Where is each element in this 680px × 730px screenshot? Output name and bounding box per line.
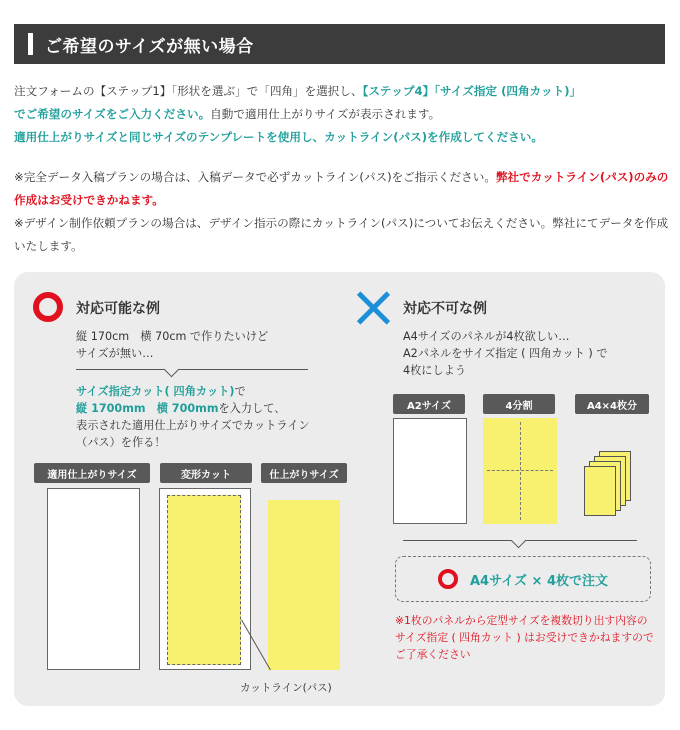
ng-desc-line2: A2パネルをサイズ指定 ( 四角カット ) で [403, 347, 608, 360]
intro-line3: 適用仕上がりサイズと同じサイズのテンプレートを使用し、カットライン(パス)を作成してください。 [14, 130, 543, 144]
note2: ※デザイン制作依頼プランの場合は、デザイン指示の際にカットライン(パス)についてお伝えください。弊社にてデータを作成いたします。 [14, 216, 669, 253]
notes-text [14, 166, 669, 258]
ng-desc-line1: A4サイズのパネルが4枚欲しい… [403, 330, 570, 343]
tag-a4-x4: A4×4枚分 [575, 394, 649, 414]
ng-description [403, 328, 653, 379]
ok-step-d: を入力して、 [218, 402, 286, 415]
callout-label: カットライン(パス) [240, 682, 332, 694]
section-title: ご希望のサイズが無い場合 [45, 36, 254, 57]
intro-line1-b: 【ステップ4】「サイズ指定 (四角カット)」 [362, 84, 582, 98]
ok-desc-line2: サイズが無い… [76, 347, 154, 360]
tag-deform-cut: 変形カット [160, 463, 252, 483]
intro-line2-a: でご希望のサイズをご入力ください。 [14, 107, 211, 121]
split-line-vertical [520, 422, 521, 520]
note1-a: ※完全データ入稿プランの場合は、入稿データで必ずカットライン(パス)をご指示ください。 [14, 170, 496, 184]
ng-note: ※1枚のパネルから定型サイズを複数切り出す内容のサイズ指定 ( 四角カット ) はお受けできかねますのでご了承ください [395, 614, 654, 661]
ng-divider-arrow [403, 540, 637, 541]
a4-sheet-1 [584, 466, 616, 516]
section-header [14, 24, 665, 64]
ng-solution-text: A4サイズ × 4枚で注文 [469, 573, 609, 589]
ok-step-text [76, 383, 326, 451]
ng-solution-box [395, 556, 651, 602]
ok-description [76, 328, 316, 362]
tag-finished-size: 仕上がりサイズ [261, 463, 347, 483]
circle-ok-small-icon [438, 569, 458, 589]
tag-a2-size: A2サイズ [393, 394, 465, 414]
cut-line-path [167, 495, 241, 665]
ok-step-c: 縦 1700mm 横 700mm [76, 402, 219, 415]
ng-title: 対応不可な例 [403, 301, 487, 317]
ok-title: 対応可能な例 [76, 301, 160, 317]
applied-size-sheet [47, 488, 140, 670]
tag-applied-size: 適用仕上がりサイズ [34, 463, 150, 483]
ok-step-e: 表示された適用仕上がりサイズでカットライン（パス）を作る！ [76, 419, 310, 449]
tag-4-split: 4分割 [483, 394, 555, 414]
ok-divider-arrow [76, 369, 308, 370]
cross-ng-icon [356, 291, 390, 325]
finished-size-sheet [268, 500, 340, 670]
circle-ok-icon [33, 292, 63, 322]
note1-b: 弊社でカットライン(パス)のみの作成はお受けできかねます。 [14, 170, 669, 207]
split-line-horizontal [487, 470, 553, 471]
ng-desc-line3: 4枚にしよう [403, 364, 467, 377]
ok-step-b: で [234, 385, 246, 398]
header-accent-bar [28, 33, 33, 55]
intro-line2-b: 自動で適用仕上がりサイズが表示されます。 [210, 107, 441, 121]
a2-sheet [393, 418, 467, 524]
intro-line1-a: 注文フォームの【ステップ1】「形状を選ぶ」で「四角」を選択し、 [14, 84, 363, 98]
ok-desc-line1: 縦 170cm 横 70cm で作りたいけど [76, 330, 269, 343]
ok-step-a: サイズ指定カット( 四角カット) [76, 385, 235, 398]
intro-text [14, 80, 669, 149]
